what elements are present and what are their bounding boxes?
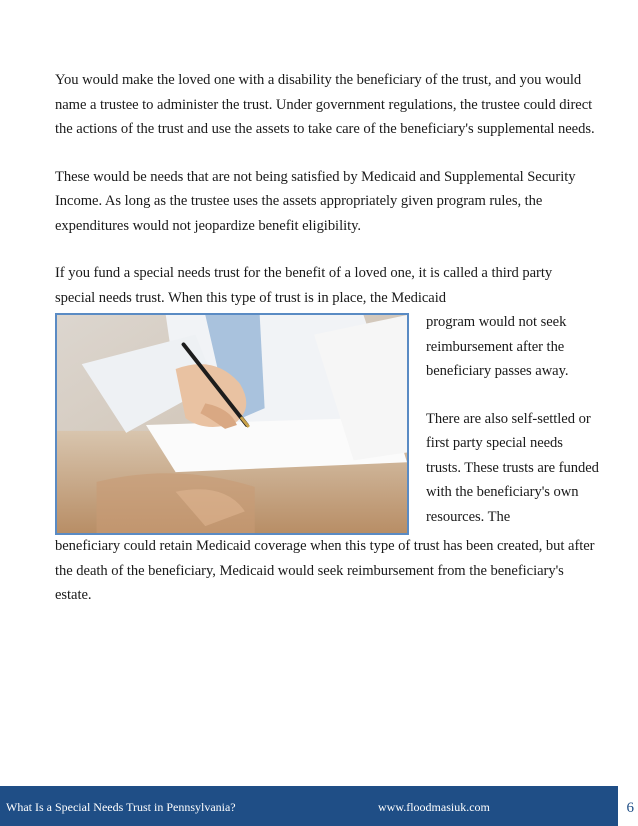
page-content [55, 68, 599, 631]
footer-title: What Is a Special Needs Trust in Pennsylvania? [6, 800, 236, 814]
image-wrap-block [55, 310, 599, 530]
paragraph-beneficiary: You would make the loved one with a disability the beneficiary of the trust, and you would name a trustee to administer the trust. Under government regulations, the trustee could direct the actions of the trust and use the assets to take care of the beneficiary's supplemental needs. [55, 72, 595, 137]
side-paragraph-self-settled: There are also self-settled or first party special needs trusts. These trusts are funded with the beneficiary's own resources. The [426, 410, 599, 525]
footer-url-link[interactable]: www.floodmasiuk.com [378, 800, 490, 814]
wrapped-side-text [426, 310, 601, 552]
page-footer [0, 786, 618, 826]
side-paragraph-reimbursement: program would not seek reimbursement after the beneficiary passes away. [426, 314, 569, 379]
paragraph-third-party: If you fund a special needs trust for the benefit of a loved one, it is called a third party special needs trust. When this type of trust is in place, the Medicaid [55, 265, 553, 306]
signing-document-illustration [57, 315, 407, 533]
paragraph-medicaid-coverage: beneficiary could retain Medicaid coverage when this type of trust has been created, but after the death of the beneficiary, Medicaid would seek reimbursement from the beneficiary's estate. [55, 538, 595, 603]
paragraph-needs: These would be needs that are not being satisfied by Medicaid and Supplemental Security Income. As long as the trustee uses the assets appropriately given program rules, the expenditures would not jeopardize benefit eligibility. [55, 168, 576, 234]
page-number: 6 [626, 800, 634, 816]
signing-document-photo [55, 313, 409, 535]
